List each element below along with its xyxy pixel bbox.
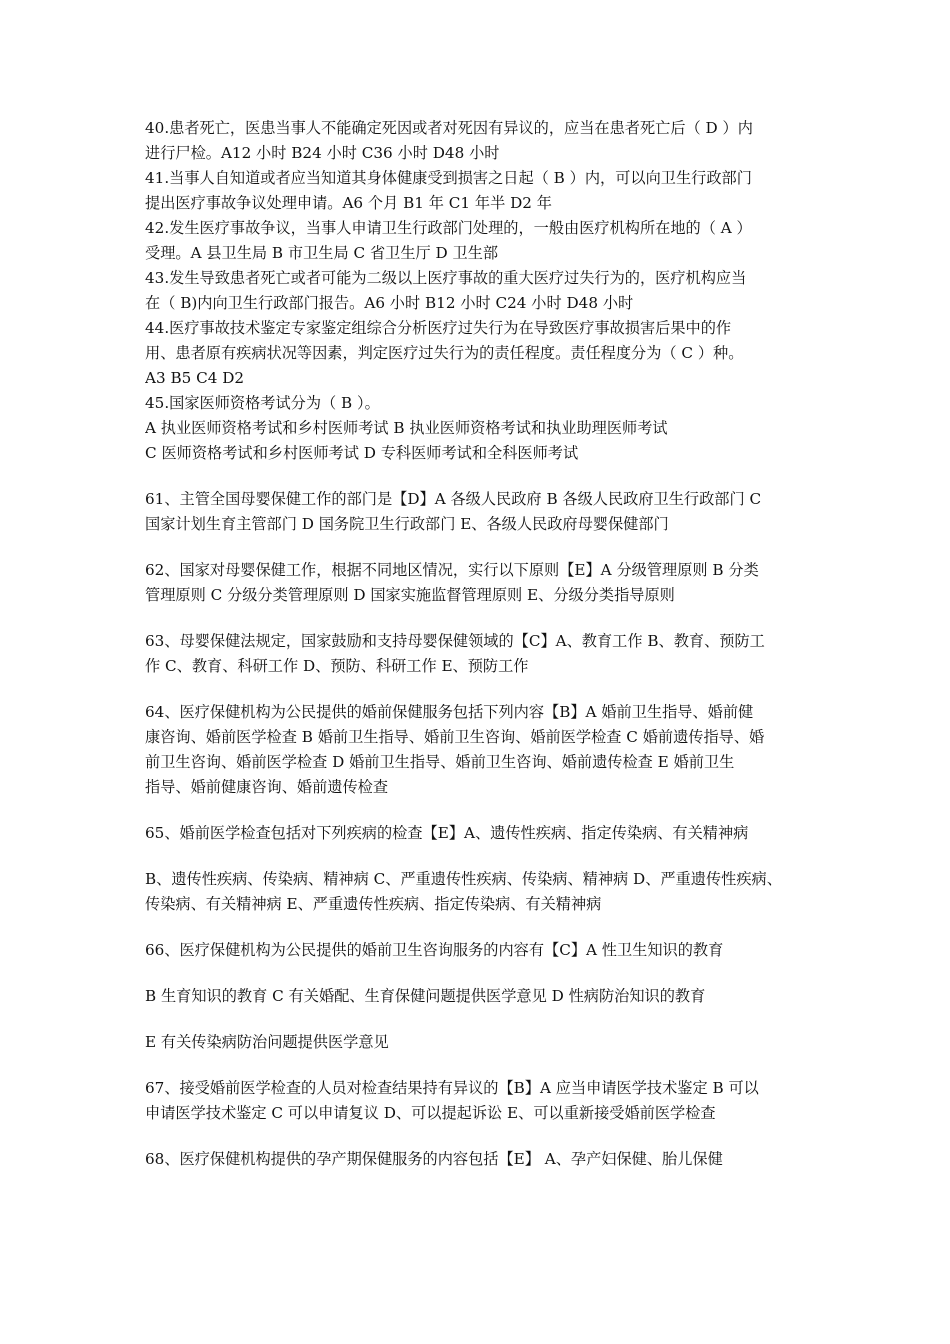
paragraph-gap [145, 679, 815, 700]
text-line: 在（ B)内向卫生行政部门报告。A6 小时 B12 小时 C24 小时 D48 小时 [145, 294, 634, 312]
paragraph-gap [145, 466, 815, 487]
text-line: 65、婚前医学检查包括对下列疾病的检查【E】A、遗传性疾病、指定传染病、有关精神病 [145, 824, 749, 842]
paragraph-gap [145, 1055, 815, 1076]
text-line: 指导、婚前健康咨询、婚前遗传检查 [145, 778, 388, 796]
document-page [145, 116, 815, 1172]
text-line: 进行尸检。A12 小时 B24 小时 C36 小时 D48 小时 [145, 144, 500, 162]
text-line: 62、国家对母婴保健工作，根据不同地区情况，实行以下原则【E】A 分级管理原则 B 分类 [145, 561, 759, 579]
paragraph-gap [145, 846, 815, 867]
question-44 [145, 316, 815, 391]
text-line: B 生育知识的教育 C 有关婚配、生育保健问题提供医学意见 D 性病防治知识的教育 [145, 987, 706, 1005]
question-61 [145, 487, 815, 537]
question-65-options [145, 867, 815, 917]
text-line: 61、主管全国母婴保健工作的部门是【D】A 各级人民政府 B 各级人民政府卫生行政部门 C [145, 490, 762, 508]
paragraph-gap [145, 917, 815, 938]
text-line: 管理原则 C 分级分类管理原则 D 国家实施监督管理原则 E、分级分类指导原则 [145, 586, 675, 604]
question-42 [145, 216, 815, 266]
text-line: 申请医学技术鉴定 C 可以申请复议 D、可以提起诉讼 E、可以重新接受婚前医学检查 [145, 1104, 716, 1122]
question-64 [145, 700, 815, 800]
question-67 [145, 1076, 815, 1126]
text-line: C 医师资格考试和乡村医师考试 D 专科医师考试和全科医师考试 [145, 444, 579, 462]
question-68 [145, 1147, 815, 1172]
text-line: 45.国家医师资格考试分为（ B ）。 [145, 394, 380, 412]
text-line: 受理。A 县卫生局 B 市卫生局 C 省卫生厅 D 卫生部 [145, 244, 499, 262]
text-line: 68、医疗保健机构提供的孕产期保健服务的内容包括【E】 A、孕产妇保健、胎儿保健 [145, 1150, 723, 1168]
question-65 [145, 821, 815, 846]
text-line: 康咨询、婚前医学检查 B 婚前卫生指导、婚前卫生咨询、婚前医学检查 C 婚前遗传指导、婚 [145, 728, 765, 746]
text-line: 66、医疗保健机构为公民提供的婚前卫生咨询服务的内容有【C】A 性卫生知识的教育 [145, 941, 724, 959]
question-63 [145, 629, 815, 679]
question-45 [145, 391, 815, 466]
paragraph-gap [145, 800, 815, 821]
question-62 [145, 558, 815, 608]
paragraph-gap [145, 963, 815, 984]
question-66-options-b [145, 984, 815, 1009]
text-line: 64、医疗保健机构为公民提供的婚前保健服务包括下列内容【B】A 婚前卫生指导、婚前健 [145, 703, 754, 721]
question-43 [145, 266, 815, 316]
text-line: E 有关传染病防治问题提供医学意见 [145, 1033, 389, 1051]
text-line: A3 B5 C4 D2 [145, 369, 245, 387]
paragraph-gap [145, 1009, 815, 1030]
question-40 [145, 116, 815, 166]
text-line: 国家计划生育主管部门 D 国务院卫生行政部门 E、各级人民政府母婴保健部门 [145, 515, 669, 533]
paragraph-gap [145, 1126, 815, 1147]
text-line: 41.当事人自知道或者应当知道其身体健康受到损害之日起（ B ）内，可以向卫生行政部门 [145, 169, 752, 187]
text-line: 作 C、教育、科研工作 D、预防、科研工作 E、预防工作 [145, 657, 529, 675]
question-41 [145, 166, 815, 216]
text-line: 43.发生导致患者死亡或者可能为二级以上医疗事故的重大医疗过失行为的，医疗机构应当 [145, 269, 747, 287]
text-line: A 执业医师资格考试和乡村医师考试 B 执业医师资格考试和执业助理医师考试 [145, 419, 668, 437]
text-line: 67、接受婚前医学检查的人员对检查结果持有异议的【B】A 应当申请医学技术鉴定 B 可以 [145, 1079, 759, 1097]
text-line: 40.患者死亡，医患当事人不能确定死因或者对死因有异议的，应当在患者死亡后（ D ）内 [145, 119, 753, 137]
text-line: 提出医疗事故争议处理申请。A6 个月 B1 年 C1 年半 D2 年 [145, 194, 552, 212]
text-line: 传染病、有关精神病 E、严重遗传性疾病、指定传染病、有关精神病 [145, 895, 602, 913]
question-66 [145, 938, 815, 963]
question-66-options-e [145, 1030, 815, 1055]
text-line: 用、患者原有疾病状况等因素，判定医疗过失行为的责任程度。责任程度分为（ C ）种。 [145, 344, 744, 362]
text-line: B、遗传性疾病、传染病、精神病 C、严重遗传性疾病、传染病、精神病 D、严重遗传性疾病、 [145, 870, 782, 888]
paragraph-gap [145, 608, 815, 629]
text-line: 44.医疗事故技术鉴定专家鉴定组综合分析医疗过失行为在导致医疗事故损害后果中的作 [145, 319, 732, 337]
text-line: 63、母婴保健法规定，国家鼓励和支持母婴保健领域的【C】A、教育工作 B、教育、预防工 [145, 632, 765, 650]
text-line: 42.发生医疗事故争议，当事人申请卫生行政部门处理的，一般由医疗机构所在地的（ A ） [145, 219, 752, 237]
text-line: 前卫生咨询、婚前医学检查 D 婚前卫生指导、婚前卫生咨询、婚前遗传检查 E 婚前卫生 [145, 753, 735, 771]
paragraph-gap [145, 537, 815, 558]
